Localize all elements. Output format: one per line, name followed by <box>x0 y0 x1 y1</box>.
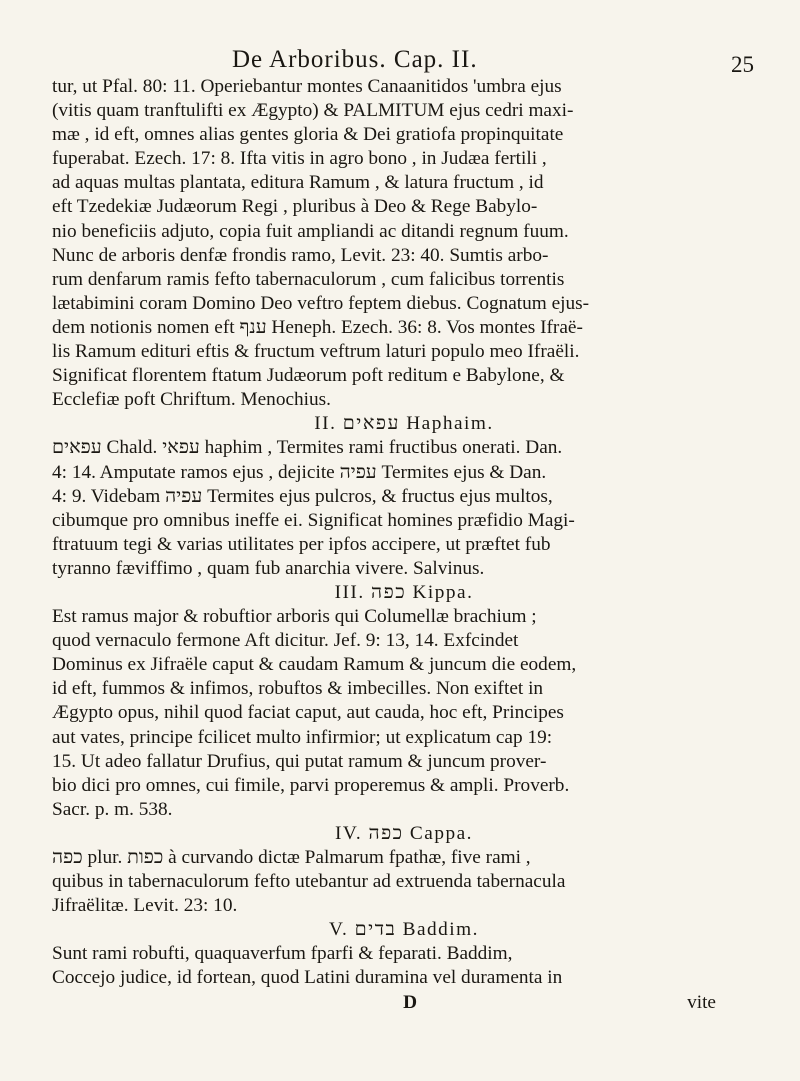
text-line: (vitis quam tranftulifti ex Ægypto) & PALMITUM ejus cedri maxi- <box>52 100 574 122</box>
catchword: vite <box>687 991 716 1013</box>
section-heading: II. עפאים Haphaim. <box>314 413 494 435</box>
text-line: Jifraëlitæ. Levit. 23: 10. <box>52 895 238 917</box>
text-line: nio beneficiis adjuto, copia fuit ampliandi ac ditandi regnum fuum. <box>52 220 569 242</box>
text-line: עפאים Chald. עפאי haphim , Termites rami fructibus onerati. Dan. <box>52 437 563 459</box>
text-line: id eft, fummos & infimos, robuftos & imbecilles. Non exiftet in <box>52 678 544 700</box>
page-footer <box>52 991 756 1015</box>
text-line: 4: 9. Videbam עפיה Termites ejus pulcros, & fructus ejus multos, <box>52 485 553 507</box>
text-line: fuperabat. Ezech. 17: 8. Ifta vitis in agro bono , in Judæa fertili , <box>52 148 547 170</box>
text-line: Nunc de arboris denfæ frondis ramo, Levit. 23: 40. Sumtis arbo- <box>52 244 549 266</box>
text-line: quod vernaculo fermone Aft dicitur. Jef. 9: 13, 14. Exfcindet <box>52 630 519 652</box>
text-line: Dominus ex Jifraële caput & caudam Ramum & juncum die eodem, <box>52 654 577 676</box>
text-line: lis Ramum edituri eftis & fructum veftrum laturi populo meo Ifraëli. <box>52 341 580 363</box>
text-line: 4: 14. Amputate ramos ejus , dejicite עפיה Termites ejus & Dan. <box>52 461 547 483</box>
text-line: bio dici pro omnes, cui fimile, parvi properemus & ampli. Proverb. <box>52 774 570 796</box>
text-line: rum denfarum ramis fefto tabernaculorum , cum falicibus torrentis <box>52 268 565 290</box>
text-line: Significat florentem ftatum Judæorum poft reditum e Babylone, & <box>52 365 565 387</box>
text-line: כפה plur. כפות à curvando dictæ Palmarum fpathæ, five rami , <box>52 847 531 868</box>
text-line: Ægypto opus, nihil quod faciat caput, aut cauda, hoc eft, Principes <box>52 702 564 724</box>
text-line: Coccejo judice, id fortean, quod Latini duramina vel duramenta in <box>52 967 563 989</box>
text-line: 15. Ut adeo fallatur Drufius, qui putat ramum & juncum prover- <box>52 750 547 772</box>
text-line: eft Tzedekiæ Judæorum Regi , pluribus à Deo & Rege Babylo- <box>52 196 538 218</box>
text-line: dem notionis nomen eft ענף Heneph. Ezech. 36: 8. Vos montes Ifraë- <box>52 316 583 338</box>
text-line: cibumque pro omnibus ineffe ei. Significat homines præfidio Magi- <box>52 509 575 531</box>
text-line: tur, ut Pfal. 80: 11. Operiebantur montes Canaanitidos 'umbra ejus <box>52 76 562 97</box>
text-line: Est ramus major & robuftior arboris qui Columellæ brachium ; <box>52 606 537 628</box>
page-header <box>0 14 800 77</box>
text-line: Sunt rami robufti, quaquaverfum fparfi & feparati. Baddim, <box>52 943 513 965</box>
text-line: Ecclefiæ poft Chriftum. Menochius. <box>52 389 331 411</box>
text-line: mæ , id eft, omnes alias gentes gloria & Dei gratiofa propinquitate <box>52 124 564 146</box>
running-title: De Arboribus. Cap. II. <box>232 46 478 73</box>
signature-mark: D <box>403 991 418 1013</box>
section-heading: III. כפה Kippa. <box>334 581 474 603</box>
section-heading: IV. כפה Cappa. <box>334 822 474 844</box>
section-heading: V. בדים Baddim. <box>329 919 479 941</box>
text-line: lætabimini coram Domino Deo veftro feptem diebus. Cognatum ejus- <box>52 292 590 314</box>
text-line: tyranno fæviffimo , quam fub anarchia vivere. Salvinus. <box>52 557 485 579</box>
text-line: Sacr. p. m. 538. <box>52 798 173 820</box>
text-line: ad aquas multas plantata, editura Ramum , & latura fructum , id <box>52 172 544 194</box>
text-line: ftratuum tegi & varias utilitates per ipfos accipere, ut præftet fub <box>52 533 551 555</box>
text-line: quibus in tabernaculorum fefto utebantur ad extruenda tabernacula <box>52 871 566 893</box>
text-line: aut vates, principe fcilicet multo infirmior; ut explicatum cap 19: <box>52 726 553 748</box>
page-number: 25 <box>731 52 754 77</box>
body-text <box>52 75 756 1015</box>
